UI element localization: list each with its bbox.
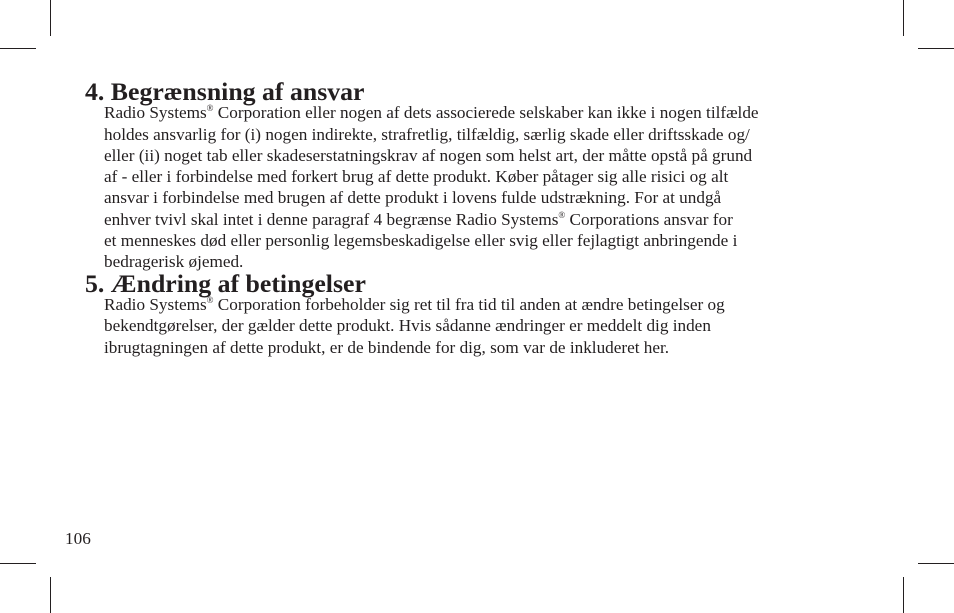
paragraph-line: Radio Systems® Corporation eller nogen af dets associerede selskaber kan ikke i nogen tilfælde — [104, 103, 759, 123]
section-heading: 4. Begrænsning af ansvar — [85, 77, 365, 106]
paragraph-line: et menneskes død eller personlig legemsbeskadigelse eller svig eller fejlagtigt anbringende i — [104, 231, 738, 251]
registered-mark: ® — [206, 103, 214, 114]
paragraph-line: bedragerisk øjemed. — [104, 252, 244, 272]
crop-mark-bottom-left-horizontal — [0, 563, 36, 564]
crop-mark-top-right-horizontal — [918, 48, 954, 49]
paragraph-line: holdes ansvarlig for (i) nogen indirekte, strafretlig, tilfældig, særlig skade eller driftsskade og/ — [104, 124, 750, 144]
registered-mark: ® — [558, 209, 566, 220]
crop-mark-top-right-vertical — [903, 0, 904, 36]
crop-mark-top-left-vertical — [50, 0, 51, 36]
section-heading: 5. Ændring af betingelser — [85, 268, 366, 298]
crop-mark-top-left-horizontal — [0, 48, 36, 49]
page-number: 106 — [65, 529, 91, 548]
paragraph-line: bekendtgørelser, der gælder dette produkt. Hvis sådanne ændringer er meddelt dig inden — [104, 316, 711, 336]
paragraph-line: eller (ii) noget tab eller skadeserstatningskrav af nogen som helst art, der måtte opstå på grund — [104, 145, 753, 165]
crop-mark-bottom-right-vertical — [903, 577, 904, 613]
crop-mark-bottom-left-vertical — [50, 577, 51, 613]
paragraph-line: enhver tvivl skal intet i denne paragraf 4 begrænse Radio Systems® Corporations ansvar for — [104, 209, 733, 229]
paragraph-line: Radio Systems® Corporation forbeholder sig ret til fra tid til anden at ændre betingelser og — [104, 294, 725, 314]
section-paragraph — [104, 294, 885, 358]
crop-mark-bottom-right-horizontal — [918, 563, 954, 564]
paragraph-line: ansvar i forbindelse med brugen af dette produkt i lovens fulde udstrækning. For at undgå — [104, 188, 722, 208]
section-paragraph — [104, 102, 885, 272]
document-body — [85, 77, 885, 358]
paragraph-line: ibrugtagningen af dette produkt, er de bindende for dig, som var de inkluderet her. — [104, 337, 670, 357]
registered-mark: ® — [206, 294, 214, 305]
section-limitation-of-liability — [85, 77, 885, 273]
paragraph-line: af - eller i forbindelse med forkert brug af dette produkt. Køber påtager sig alle risici og alt — [104, 167, 729, 187]
section-change-of-terms — [85, 268, 885, 358]
